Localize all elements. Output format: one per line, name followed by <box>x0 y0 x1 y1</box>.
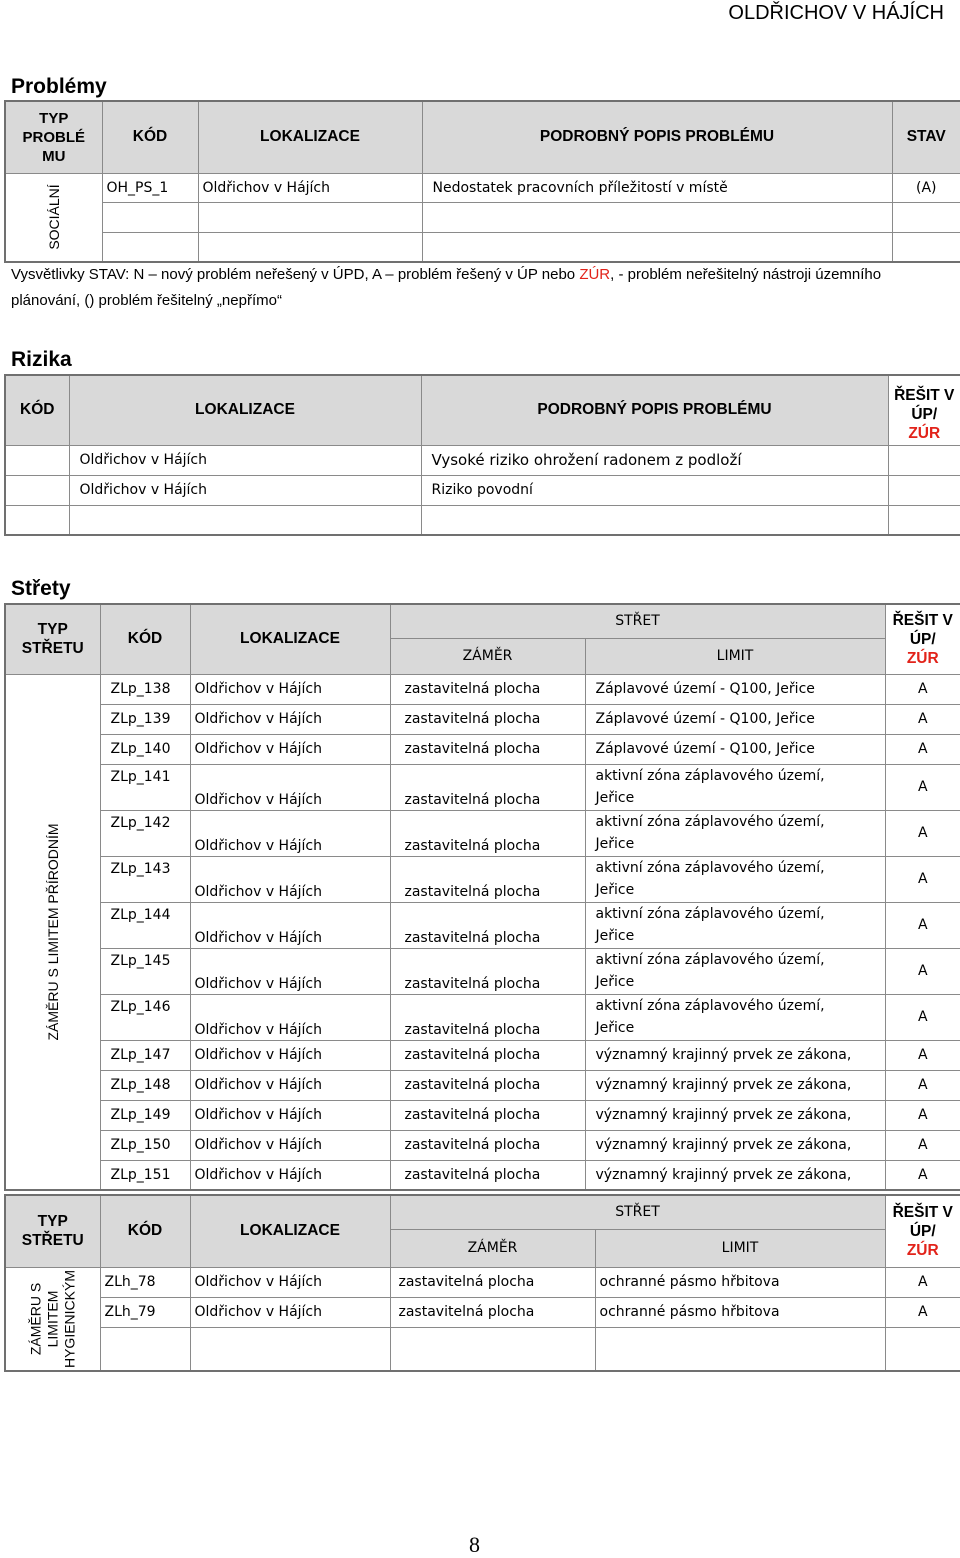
risks-section-title: Rizika <box>11 348 72 371</box>
conflict-code: ZLh_78 <box>100 1267 190 1297</box>
table-row <box>5 1160 960 1190</box>
problem-description: Nedostatek pracovních příležitostí v místě <box>422 173 892 202</box>
legend-text-1: Vysvětlivky STAV: N – nový problém neřešený v ÚPD, A – problém řešený v ÚP nebo <box>11 266 580 283</box>
conflicts-natural-body <box>5 674 960 1190</box>
conflict-code: ZLp_141 <box>100 764 190 810</box>
conflict-solve: A <box>885 674 960 704</box>
conflict-limit <box>585 1070 885 1100</box>
legend-zur: ZÚR <box>579 266 611 283</box>
risks-col-solve: ŘEŠIT V ÚP/ ZÚR <box>888 375 960 445</box>
conflict-limit-line-2: Jeřice <box>595 836 635 852</box>
problems-col-status: STAV <box>892 101 960 173</box>
conflict-solve: A <box>885 1100 960 1130</box>
conflict-limit <box>585 674 885 704</box>
problem-location: Oldřichov v Hájích <box>198 173 422 202</box>
table-row <box>5 1130 960 1160</box>
conflict-location: Oldřichov v Hájích <box>190 674 390 704</box>
conflict-code: ZLp_148 <box>100 1070 190 1100</box>
problems-group-cell <box>5 173 102 262</box>
conflict-solve: A <box>885 734 960 764</box>
problem-code: OH_PS_1 <box>102 173 198 202</box>
conflict-limit-line-1: aktivní zóna záplavového území, <box>595 814 825 830</box>
conflict-limit-line-1: aktivní zóna záplavového území, <box>595 998 825 1014</box>
conflict-solve: A <box>885 994 960 1040</box>
conflict-limit-line-1: významný krajinný prvek ze zákona, <box>595 1077 852 1093</box>
problem-status: (A) <box>892 173 960 202</box>
conflict-location: Oldřichov v Hájích <box>190 1100 390 1130</box>
conflict-intent: zastavitelná plocha <box>390 1160 585 1190</box>
risks-col-code: KÓD <box>5 375 69 445</box>
conflict-limit-line-2: Jeřice <box>595 928 635 944</box>
conflicts-col-location: LOKALIZACE <box>190 604 390 674</box>
conflict-solve: A <box>885 1297 960 1327</box>
conflict-intent: zastavitelná plocha <box>390 994 585 1040</box>
table-row <box>5 445 960 475</box>
conflict-limit <box>585 704 885 734</box>
conflicts-col-conflict: STŘET <box>390 604 885 638</box>
conflicts-col-zur: ZÚR <box>906 649 939 667</box>
conflict-code: ZLp_149 <box>100 1100 190 1130</box>
conflicts-section-title: Střety <box>11 577 71 600</box>
conflict-solve: A <box>885 856 960 902</box>
table-row <box>5 948 960 994</box>
table-row <box>5 232 960 262</box>
hygienic-col-intent: ZÁMĚR <box>390 1229 595 1267</box>
problems-group-label: SOCIÁLNÍ <box>45 184 62 250</box>
legend-text-2: , - problém neřešitelný nástroji územního plánování, () problém řešitelný „nepřímo“ <box>11 266 882 309</box>
hygienic-col-solve: ŘEŠIT V ÚP/ ZÚR <box>885 1195 960 1267</box>
document-header-place: OLDŘICHOV V HÁJÍCH <box>728 2 944 24</box>
risks-col-location: LOKALIZACE <box>69 375 421 445</box>
risk-location: Oldřichov v Hájích <box>69 475 421 505</box>
conflict-code: ZLp_143 <box>100 856 190 902</box>
conflict-location: Oldřichov v Hájích <box>190 1070 390 1100</box>
page-number: 8 <box>469 1532 480 1557</box>
problems-col-description: PODROBNÝ POPIS PROBLÉMU <box>422 101 892 173</box>
conflict-intent: zastavitelná plocha <box>390 1130 585 1160</box>
problems-section-title: Problémy <box>11 75 107 98</box>
hygienic-col-zur: ZÚR <box>906 1241 939 1259</box>
risks-col-zur: ZÚR <box>908 425 941 442</box>
conflicts-col-code: KÓD <box>100 604 190 674</box>
table-row <box>5 902 960 948</box>
conflict-code: ZLp_139 <box>100 704 190 734</box>
conflict-limit-line-1: Záplavové území - Q100, Jeřice <box>595 681 815 697</box>
conflict-limit-line-1: aktivní zóna záplavového území, <box>595 768 825 784</box>
conflict-code: ZLp_142 <box>100 810 190 856</box>
conflict-limit: ochranné pásmo hřbitova <box>595 1297 885 1327</box>
conflict-intent: zastavitelná plocha <box>390 1100 585 1130</box>
conflict-location: Oldřichov v Hájích <box>190 902 390 948</box>
conflict-location: Oldřichov v Hájích <box>190 994 390 1040</box>
hygienic-header-row-1 <box>5 1195 960 1229</box>
table-row <box>5 1297 960 1327</box>
conflicts-col-limit: LIMIT <box>585 638 885 674</box>
conflicts-hygienic-table <box>4 1194 960 1372</box>
hygienic-col-code: KÓD <box>100 1195 190 1267</box>
risk-description: Riziko povodní <box>421 475 888 505</box>
conflict-limit <box>585 948 885 994</box>
conflict-limit <box>585 994 885 1040</box>
conflict-solve: A <box>885 1160 960 1190</box>
conflicts-col-intent: ZÁMĚR <box>390 638 585 674</box>
risks-header-row <box>5 375 960 445</box>
conflict-limit-line-2: Jeřice <box>595 974 635 990</box>
conflict-limit-line-1: Záplavové území - Q100, Jeřice <box>595 741 815 757</box>
conflict-code: ZLp_144 <box>100 902 190 948</box>
conflict-location: Oldřichov v Hájích <box>190 1040 390 1070</box>
conflict-code: ZLp_151 <box>100 1160 190 1190</box>
risks-col-description: PODROBNÝ POPIS PROBLÉMU <box>421 375 888 445</box>
conflict-location: Oldřichov v Hájích <box>190 764 390 810</box>
conflict-limit <box>585 1040 885 1070</box>
conflict-limit-line-1: významný krajinný prvek ze zákona, <box>595 1107 852 1123</box>
table-row <box>5 674 960 704</box>
problems-table <box>4 100 960 263</box>
conflict-intent: zastavitelná plocha <box>390 1267 595 1297</box>
conflict-limit <box>585 764 885 810</box>
conflict-intent: zastavitelná plocha <box>390 1070 585 1100</box>
conflict-limit <box>585 1130 885 1160</box>
conflict-location: Oldřichov v Hájích <box>190 1160 390 1190</box>
conflict-location: Oldřichov v Hájích <box>190 856 390 902</box>
table-row <box>5 1070 960 1100</box>
conflict-code: ZLp_140 <box>100 734 190 764</box>
conflict-solve: A <box>885 704 960 734</box>
conflict-limit <box>585 810 885 856</box>
conflict-intent: zastavitelná plocha <box>390 810 585 856</box>
conflict-solve: A <box>885 810 960 856</box>
conflict-limit-line-2: Jeřice <box>595 1020 635 1036</box>
problems-col-location: LOKALIZACE <box>198 101 422 173</box>
conflict-code: ZLp_147 <box>100 1040 190 1070</box>
conflict-limit-line-2: Jeřice <box>595 882 635 898</box>
conflicts-col-type: TYP STŘETU <box>5 604 100 674</box>
table-row <box>5 810 960 856</box>
conflict-intent: zastavitelná plocha <box>390 674 585 704</box>
table-row <box>5 173 960 202</box>
table-row <box>5 475 960 505</box>
table-row <box>5 764 960 810</box>
conflict-location: Oldřichov v Hájích <box>190 1130 390 1160</box>
conflict-limit-line-1: významný krajinný prvek ze zákona, <box>595 1166 852 1183</box>
conflict-limit <box>585 1160 885 1190</box>
conflict-limit-line-1: významný krajinný prvek ze zákona, <box>595 1137 852 1153</box>
conflict-intent: zastavitelná plocha <box>390 948 585 994</box>
problems-col-type: TYP PROBLÉ MU <box>5 101 102 173</box>
hygienic-col-type: TYP STŘETU <box>5 1195 100 1267</box>
conflict-location: Oldřichov v Hájích <box>190 1267 390 1297</box>
conflict-limit-line-1: aktivní zóna záplavového území, <box>595 952 825 968</box>
conflict-limit <box>585 856 885 902</box>
problems-header-row <box>5 101 960 173</box>
hygienic-group-cell <box>5 1267 100 1371</box>
problems-col-code: KÓD <box>102 101 198 173</box>
conflict-solve: A <box>885 1040 960 1070</box>
conflict-limit: ochranné pásmo hřbitova <box>595 1267 885 1297</box>
conflict-limit-line-2: Jeřice <box>595 790 635 806</box>
conflict-location: Oldřichov v Hájích <box>190 704 390 734</box>
conflicts-natural-table <box>4 603 960 1191</box>
conflict-limit <box>585 1100 885 1130</box>
table-row <box>5 505 960 535</box>
conflict-limit <box>585 734 885 764</box>
hygienic-group-label: ZÁMĚRU S LIMITEM HYGIENICKÝM <box>27 1269 78 1368</box>
table-row <box>5 734 960 764</box>
conflict-limit-line-1: Záplavové území - Q100, Jeřice <box>595 711 815 727</box>
risk-location: Oldřichov v Hájích <box>69 445 421 475</box>
conflict-limit-line-1: aktivní zóna záplavového území, <box>595 906 825 922</box>
status-legend <box>11 262 941 314</box>
risks-table <box>4 374 960 536</box>
table-row <box>5 1327 960 1371</box>
natural-group-cell <box>5 674 100 1190</box>
conflict-intent: zastavitelná plocha <box>390 1040 585 1070</box>
conflict-location: Oldřichov v Hájích <box>190 1297 390 1327</box>
risk-description: Vysoké riziko ohrožení radonem z podloží <box>421 445 888 475</box>
conflicts-header-row-1 <box>5 604 960 638</box>
conflicts-col-solve: ŘEŠIT V ÚP/ ZÚR <box>885 604 960 674</box>
table-row <box>5 202 960 232</box>
conflict-solve: A <box>885 764 960 810</box>
hygienic-col-location: LOKALIZACE <box>190 1195 390 1267</box>
conflict-solve: A <box>885 1130 960 1160</box>
conflict-code: ZLh_79 <box>100 1297 190 1327</box>
conflict-intent: zastavitelná plocha <box>390 734 585 764</box>
natural-group-label: ZÁMĚRU S LIMITEM PŘÍRODNÍM <box>44 823 61 1041</box>
hygienic-col-limit: LIMIT <box>595 1229 885 1267</box>
conflict-limit-line-1: aktivní zóna záplavového území, <box>595 860 825 876</box>
conflict-solve: A <box>885 1267 960 1297</box>
conflict-location: Oldřichov v Hájích <box>190 810 390 856</box>
hygienic-col-conflict: STŘET <box>390 1195 885 1229</box>
conflict-intent: zastavitelná plocha <box>390 1297 595 1327</box>
table-row <box>5 1040 960 1070</box>
conflict-location: Oldřichov v Hájích <box>190 734 390 764</box>
table-row <box>5 856 960 902</box>
conflict-intent: zastavitelná plocha <box>390 764 585 810</box>
table-row <box>5 1100 960 1130</box>
conflict-intent: zastavitelná plocha <box>390 856 585 902</box>
conflict-code: ZLp_146 <box>100 994 190 1040</box>
conflict-limit <box>585 902 885 948</box>
conflict-solve: A <box>885 902 960 948</box>
conflict-intent: zastavitelná plocha <box>390 704 585 734</box>
conflict-solve: A <box>885 948 960 994</box>
table-row <box>5 1267 960 1297</box>
table-row <box>5 994 960 1040</box>
conflict-code: ZLp_145 <box>100 948 190 994</box>
conflict-solve: A <box>885 1070 960 1100</box>
conflict-location: Oldřichov v Hájích <box>190 948 390 994</box>
conflict-code: ZLp_150 <box>100 1130 190 1160</box>
conflict-code: ZLp_138 <box>100 674 190 704</box>
conflict-intent: zastavitelná plocha <box>390 902 585 948</box>
conflict-limit-line-1: významný krajinný prvek ze zákona, <box>595 1047 852 1063</box>
table-row <box>5 704 960 734</box>
